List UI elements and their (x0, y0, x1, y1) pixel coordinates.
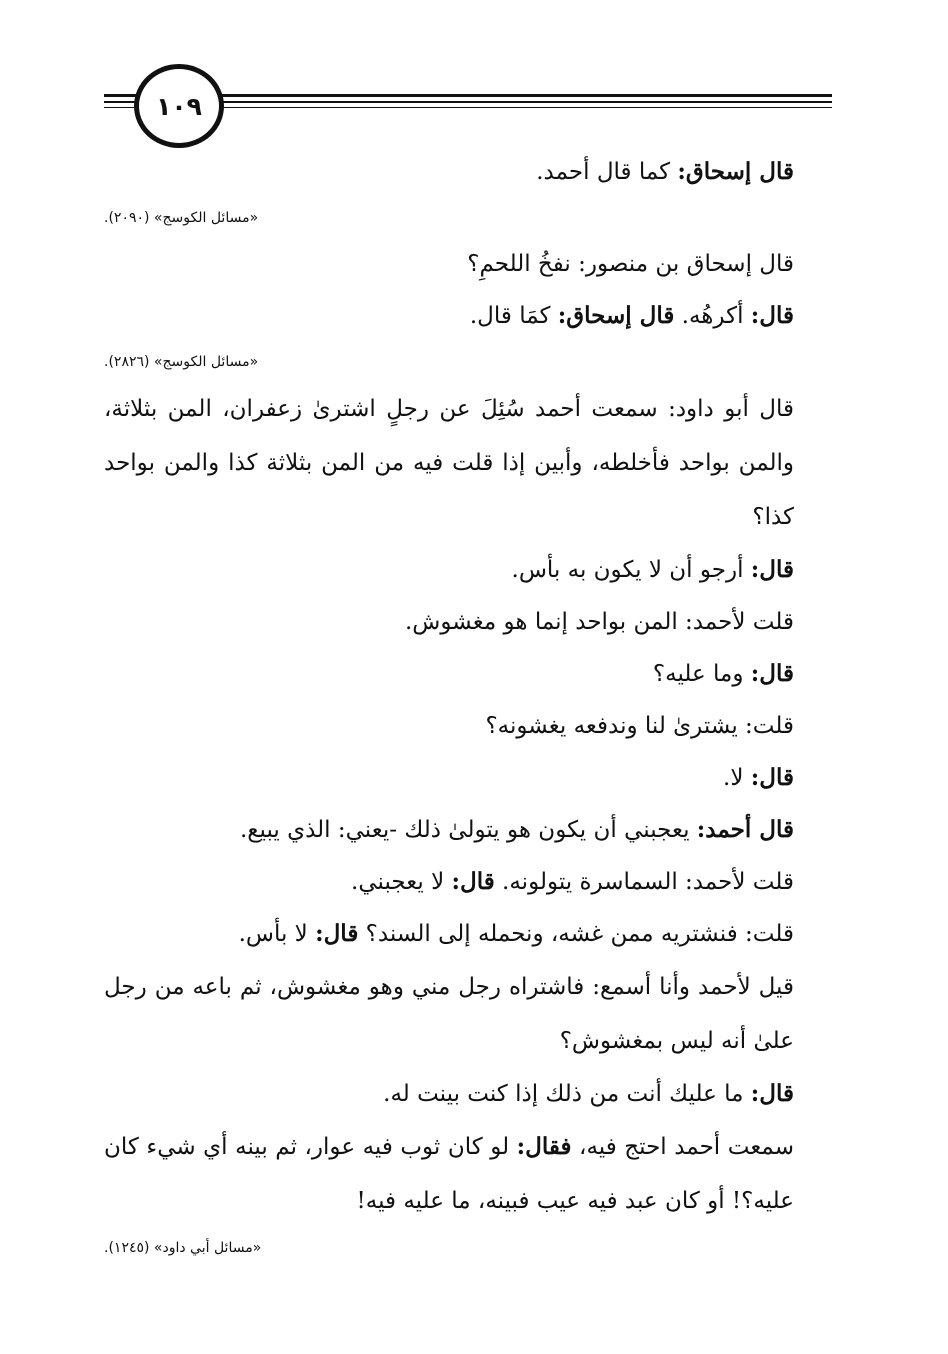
text-line (104, 700, 832, 752)
line-text: لا يعجبني. (351, 869, 452, 895)
line-text: وما عليه؟ (652, 661, 751, 687)
text-line (104, 290, 832, 342)
speaker-label: قال: (750, 556, 794, 583)
line-text: قلت: يشترىٰ لنا وندفعه يغشونه؟ (485, 713, 794, 739)
text-line (104, 544, 832, 596)
page-header (104, 58, 832, 146)
speaker-label: فقال: (516, 1133, 572, 1160)
speaker-label: قال أحمد: (696, 816, 794, 843)
line-text: قلت: فنشتريه ممن غشه، ونحمله إلى السند؟ (358, 921, 794, 947)
footnote: «مسائل الكوسج» (٢٠٩٠). (104, 210, 259, 226)
paragraph (104, 1120, 832, 1228)
text-line (104, 146, 832, 198)
line-text: كمَا قال. (469, 303, 558, 329)
text-line (104, 596, 832, 648)
footnote: «مسائل أبي داود» (١٢٤٥). (104, 1240, 262, 1256)
line-text: لو كان ثوب فيه عوار، ثم بينه أي شيء كان عليه؟! أو كان عبد فيه عيب فبينه، ما عليه فيه! (104, 1134, 794, 1214)
speaker-label: قال: (750, 764, 794, 791)
line-text: لا بأس. (238, 921, 316, 947)
line-text: قلت لأحمد: السماسرة يتولونه. (494, 869, 794, 895)
line-text: لا. (723, 765, 751, 791)
speaker-label: قال: (750, 302, 794, 329)
text-line (104, 238, 832, 290)
page-number-medallion (134, 64, 224, 148)
speaker-label: قال: (315, 920, 359, 947)
line-text: أرجو أن لا يكون به بأس. (511, 557, 751, 583)
line-text: ما عليك أنت من ذلك إذا كنت بينت له. (383, 1081, 751, 1107)
speaker-label: قال إسحاق: (677, 158, 794, 185)
line-text: يعجبني أن يكون هو يتولىٰ ذلك -يعني: الذي يبيع. (239, 817, 697, 843)
text-line (104, 908, 832, 960)
text-line (104, 804, 832, 856)
speaker-label: قال: (451, 868, 495, 895)
speaker-label: قال: (750, 1080, 794, 1107)
line-text: قلت لأحمد: المن بواحد إنما هو مغشوش. (405, 609, 794, 635)
line-text: قال إسحاق بن منصور: نفخُ اللحمِ؟ (467, 251, 794, 277)
footnote: «مسائل الكوسج» (٢٨٢٦). (104, 354, 259, 370)
text-line (104, 1068, 832, 1120)
speaker-label: قال إسحاق: (557, 302, 675, 329)
speaker-label: قال: (750, 660, 794, 687)
line-text: كما قال أحمد. (536, 159, 678, 185)
line-text: أكرهُه. (674, 303, 751, 329)
text-line (104, 648, 832, 700)
page-number: ١٠٩ (156, 91, 202, 121)
text-line (104, 856, 832, 908)
paragraph: قال أبو داود: سمعت أحمد سُئِلَ عن رجلٍ اشترىٰ زعفران، المن بثلاثة، والمن بواحد فأخلطه، وأبين إذا قلت فيه من المن بثلاثة كذا والمن بواحد كذا؟ (104, 396, 794, 530)
text-line (104, 752, 832, 804)
page-body (104, 146, 832, 1268)
paragraph: قيل لأحمد وأنا أسمع: فاشتراه رجل مني وهو مغشوش، ثم باعه من رجل علىٰ أنه ليس بمغشوش؟ (104, 974, 794, 1054)
line-text: سمعت أحمد احتج فيه، (571, 1134, 794, 1160)
